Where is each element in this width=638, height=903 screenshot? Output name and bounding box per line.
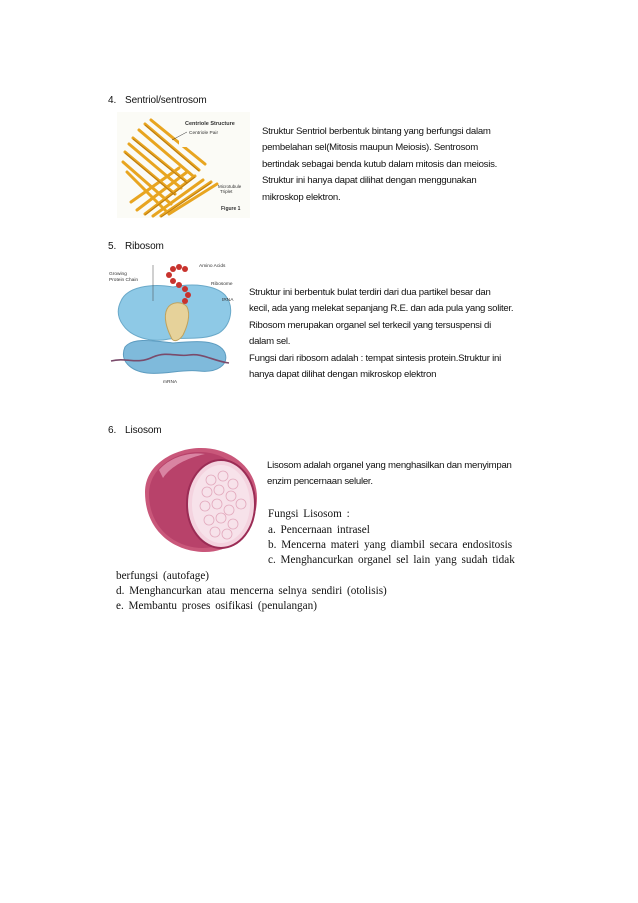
- paragraph-line: kecil, ada yang melekat sepanjang R.E. dan ada pula yang soliter.: [249, 303, 514, 315]
- section-number: 6.: [108, 425, 117, 436]
- function-item: c. Menghancurkan organel sel lain yang sudah tidak: [268, 554, 515, 566]
- label-mrna: mRNA: [163, 380, 178, 385]
- lysosome-image: [135, 444, 262, 558]
- paragraph-line: Struktur ini berbentuk bulat terdiri dari dua partikel besar dan: [249, 287, 491, 298]
- section-title: Ribosom: [125, 241, 164, 252]
- section-6-paragraph: [267, 458, 587, 491]
- lysosome-illustration: [135, 444, 262, 558]
- label-microtubule: Microtubule: [218, 184, 242, 189]
- label-triplet: Triplet: [220, 189, 233, 194]
- section-4-paragraph: [262, 124, 562, 206]
- function-item: d. Menghancurkan atau mencerna selnya sendiri (otolisis): [116, 585, 387, 597]
- label-growing: Growing: [109, 272, 127, 277]
- section-title: Lisosom: [125, 425, 162, 436]
- label-protein-chain: Protein Chain: [109, 278, 139, 283]
- centriole-illustration: [117, 112, 250, 218]
- ribosome-illustration: [107, 261, 244, 386]
- function-list-continuation: [116, 570, 536, 615]
- section-title: Sentriol/sentrosom: [125, 95, 207, 106]
- function-list: [268, 524, 598, 569]
- function-title: Fungsi Lisosom :: [268, 508, 350, 520]
- section-number: 4.: [108, 95, 117, 106]
- paragraph-line: pembelahan sel(Mitosis maupun Meiosis). Sentrosom: [262, 142, 478, 154]
- paragraph-line: enzim pencernaan seluler.: [267, 476, 373, 488]
- section-5-paragraph: [249, 285, 569, 383]
- function-item: e. Membantu proses osifikasi (penulangan): [116, 600, 317, 612]
- paragraph-line: Struktur Sentriol berbentuk bintang yang berfungsi dalam: [262, 126, 491, 137]
- section-4-heading: [108, 95, 207, 106]
- paragraph-line: bertindak sebagai benda kutub dalam mitosis dan meiosis.: [262, 158, 498, 170]
- label-amino-acids: Amino Acids: [199, 264, 226, 269]
- label-trna: tRNA: [222, 298, 234, 303]
- paragraph-line: Fungsi dari ribosom adalah : tempat sintesis protein.Struktur ini: [249, 352, 501, 364]
- section-number: 5.: [108, 241, 117, 252]
- centriole-image: [117, 112, 250, 218]
- figure-caption: Figure 1: [221, 206, 241, 212]
- function-item: a. Pencernaan intrasel: [268, 524, 370, 536]
- ribosome-image: [107, 261, 244, 386]
- paragraph-line: Lisosom adalah organel yang menghasilkan dan menyimpan: [267, 460, 512, 471]
- paragraph-line: hanya dapat dilihat dengan mikroskop elektron: [249, 369, 437, 381]
- label-ribosome: Ribosome: [211, 282, 233, 287]
- figure-title: Centriole Structure: [185, 121, 235, 127]
- paragraph-line: mikroskop elektron.: [262, 191, 341, 203]
- function-item: b. Mencerna materi yang diambil secara endositosis: [268, 539, 513, 551]
- function-item: berfungsi (autofage): [116, 570, 210, 582]
- paragraph-line: dalam sel.: [249, 336, 291, 348]
- section-5-heading: [108, 241, 164, 252]
- paragraph-line: Ribosom merupakan organel sel terkecil yang tersuspensi di: [249, 319, 491, 331]
- section-6-heading: [108, 425, 162, 436]
- paragraph-line: Struktur ini hanya dapat dilihat dengan menggunakan: [262, 175, 477, 187]
- label-centriole-pair: Centriole Pair: [189, 131, 219, 136]
